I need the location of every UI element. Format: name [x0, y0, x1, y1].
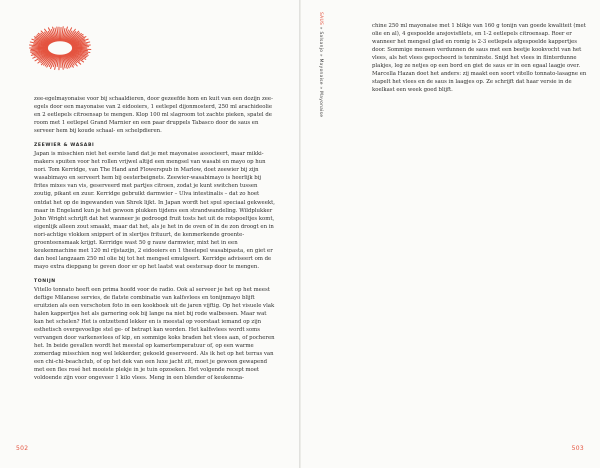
- section-heading-zeewier: ZEEWIER & WASABI: [34, 143, 95, 149]
- section-text-tonijn: Vitello tonnato heeft een prima hoofd voor de radio. Ook al serveer je het op het meest deftige Milanese servies, de flatste combinatie van kalfsvlees en tonijnmayo blijft eruitzien als een verschoten foto in een kookboek uit de jaren vijftig. Op het visuele vlak halen kappertjes het als garnering ook bij lange na niet bij rode walbessen. Maar wat kan het schelen? Het is ontzettend lekker en is meestal op voorstaat iemand op zijn esthetisch overgevoelige stel ge- of betrapt kan worden. Het kalfsvlees wordt soms vervangen door varkensvlees of kip, en sommige koks braden het vlees aan, of pocheren het. In beide gevallen wordt het meestal op kamertemperatuur of, op een warme zomerdag misschien nog wel lekkerder, gekoeld geserveerd. Als ik het op het terras van een chi-chi-beachclub, of op het dek van een luxe jacht zit, moet je gewoon gewapend met een fles rosé het mooiste plekje in je tuin opzoeken. Het volgende recept moet voldoende zijn voor ongeveer 1 kilo vlees. Meng in een blender of keukenma-: [34, 286, 275, 382]
- page-number-right: 503: [571, 445, 584, 452]
- urchin-spike: [59, 55, 60, 70]
- page-number-left: 502: [16, 445, 29, 452]
- right-body: [372, 22, 589, 94]
- right-page: [301, 0, 600, 468]
- section-heading-tonijn: TONIJN: [34, 278, 56, 284]
- urchin-spike: [59, 27, 60, 41]
- urchin-spike: [60, 28, 61, 41]
- left-page: [0, 0, 299, 468]
- left-body: [34, 95, 277, 383]
- running-header: [315, 12, 323, 117]
- section-text-zeewier: Japan is misschien niet het eerste land dat je met mayonaise associeert, maar mikki-makers spuiten voor het rollen vrijwel altijd een mengsel van wasabi en mayo op hun nori. Tom Kerridge, van The Hand and Flowerspub in Marlow, doet zeewier bij zijn wasabimayo en serveert hem bij oesterbeignets. Zeewier-wasabimayo is heerlijk bij frites mixes van vis, geserveerd met partjes citroen, zodat je kunt switchen tussen zoutig, pikant en zuur. Kerridge gebruikt darmwier – Ulva intestinalis – dat zo hoet ontdat het op de ingewanden van Shrek lijkt. In Japan wordt het spul speciaal gekweekt, maar in Engeland kun je het gewoon plukken tijdens een strandwandeling. Wildplukker John Wright schrijft dat het wanneer je gedroogd fruit tosts het uit de rotspoeltjes komt, eigenlijk alleen zout smaakt, maar dat het, als je het in de oven of in de zon droogt en in nori-achtige vlokken snippert of in slertjes frituurt, de kenmerkende groente-groenteensmaak krijgt. Kerridge wast 50 g rauw darmwier, mixt het in een keukenmachine met 120 ml rijstazijn, 2 eidooiers en 1 theelepel wasabipasta, en giet er dan heel langzaam 250 ml olie bij tot het mengsel emulgeert. Kerridge adviseert om de mayo extra diepgang te geven door er op het laatst wat oestersap door te mengen.: [34, 151, 275, 270]
- intro-paragraph: zee-egelmayonaise voor bij schaaldieren, door gezeefde hom en kuit van een dozijn zee-egels door een mayonaise van 2 eidooiers, 1 eetlepel dijonmosterd, 250 ml arachideolie en 2 eetlepels citroensap te mengen. Klop 100 ml slagroom tot zachte pieken, spatel de room met 1 eetlepel Grand Marnier en een paar druppels Tabasco door de saus en serveer hem bij koude schaal- en schelpdieren.: [34, 96, 273, 135]
- urchin-spike: [60, 55, 61, 67]
- right-body-paragraph: chine 250 ml mayonaise met 1 blikje van 160 g tonijn van goede kwaliteit (met olie en al), 4 gespoelde ansjovisfilets, en 1-2 eetlepels citroensap. Roer er wanneer het mengsel glad en romig is 2-3 eetlepels afgespoelde kappertjes door. Sommige mensen verdunnen de saus met een beetje kookvocht van het vlees, als het vlees gepocheerd is tenminste. Snijd het vlees in flinterdunne plakjes, leg ze netjes op een bord en giet de saus er in een egaal laagje over. Marcella Hazan doet het anders: zij maakt een soort vitello tonnato-lasagne en stapelt het vlees en de saus in laagjes op. Ze schrijft dat haar versie in de koelkast een week goed blijft.: [372, 23, 587, 94]
- running-header-chapter: SAUS: [318, 12, 323, 26]
- running-header-path: » Salsanjo » Mayonaise » Mayonaise: [318, 25, 323, 118]
- sea-urchin-icon: [28, 18, 92, 82]
